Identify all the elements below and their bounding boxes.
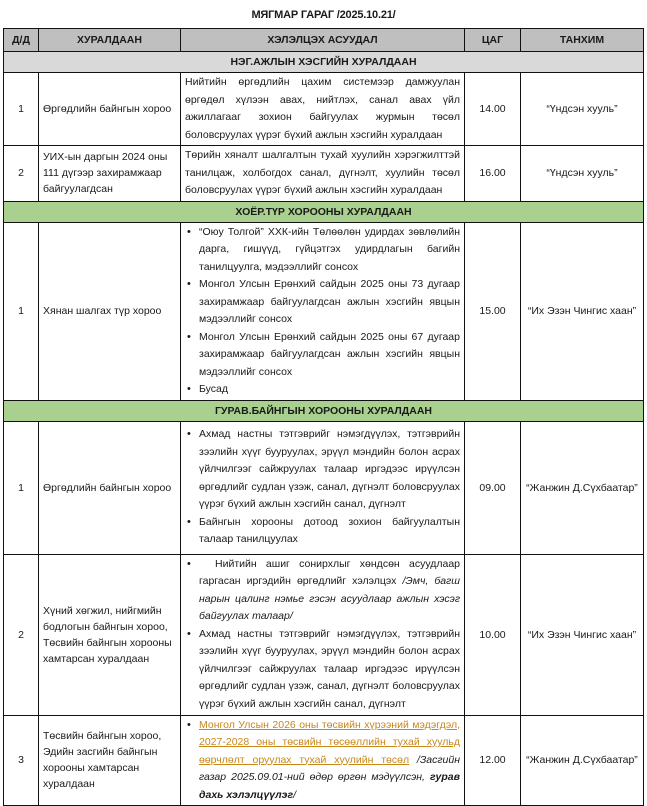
meeting-time: 15.00 (465, 222, 521, 400)
agenda-bullet-note: /Эмч, багш нарын цалинг нэмье гэсэн асуудлаар ажлын хэсэг байгуулах талаар/ (199, 575, 460, 623)
row-number: 2 (4, 146, 39, 202)
bill-note-end: / (293, 788, 296, 801)
agenda-bullet: • Монгол Улсын Ерөнхий сайдын 2025 оны 73 дугаар захирамжаар байгуулагдсан ажлын хэсгийн явцын мэдээллийг сонсох (185, 276, 460, 329)
section-title: НЭГ.АЖЛЫН ХЭСГИЙН ХУРАЛДААН (4, 52, 644, 73)
column-header-topic: ХЭЛЭЛЦЭХ АСУУДАЛ (181, 29, 465, 52)
bill-link[interactable]: Монгол Улсын 2026 оны төсвийн хүрээний мэдэгдэл, 2027-2028 оны төсвийн төсөөллийн тухай хуульд өөрчлөлт оруулах тухай хуулийн төсөл (199, 718, 460, 766)
meeting-name: Төсвийн байнгын хороо, Эдийн засгийн байнгын хорооны хамтарсан хуралдаан (39, 715, 181, 806)
table-row (4, 554, 644, 715)
section-header-row (4, 52, 644, 73)
section-title: ГУРАВ.БАЙНГЫН ХОРООНЫ ХУРАЛДААН (4, 400, 644, 421)
row-number: 3 (4, 715, 39, 806)
column-header-meeting: ХУРАЛДААН (39, 29, 181, 52)
meeting-room: “Жанжин Д.Сүхбаатар” (521, 715, 644, 806)
agenda-bullet: • Ахмад настны тэтгэврийг нэмэгдүүлэх, тэтгэврийн зээлийн хүүг бууруулах, эрүүл мэндийн болон асрах үйлчилгээг сайжруулах талаар иргэдээс ирүүлсэн өргөдлийг судлан үзэж, санал, дүгнэлт боловсруулах үүрэг бүхий ажлын хэсгийн санал, дүгнэлт (185, 626, 460, 714)
agenda-list (185, 224, 460, 399)
agenda-topic: Төрийн хяналт шалгалтын тухай хуулийн хэрэгжилттэй танилцаж, холбогдох санал, дүгнэлт, хуулийн төсөл боловсруулах үүрэг бүхий ажлын хэсгийн хуралдаан (181, 146, 465, 202)
bill-note: /Засгийн газар 2025.09.01-ний өдөр өргөн мэдүүлсэн, (199, 753, 460, 783)
agenda-bullet: • Бусад (185, 381, 460, 399)
meeting-name: Өргөдлийн байнгын хороо (39, 421, 181, 554)
meeting-name: Өргөдлийн байнгын хороо (39, 73, 181, 146)
agenda-list (185, 426, 460, 549)
agenda-bullet (185, 717, 460, 805)
agenda-bullet: • Байнгын хорооны дотоод зохион байгуулалтын талаар танилцуулах (185, 514, 460, 549)
meeting-time: 09.00 (465, 421, 521, 554)
meeting-name: Хянан шалгах түр хороо (39, 222, 181, 400)
section-title: ХОЁР.ТҮР ХОРООНЫ ХУРАЛДААН (4, 201, 644, 222)
column-header-number: Д/Д (4, 29, 39, 52)
meeting-time: 16.00 (465, 146, 521, 202)
table-row (4, 146, 644, 202)
meeting-room: “Жанжин Д.Сүхбаатар” (521, 421, 644, 554)
meeting-room: “Үндсэн хууль” (521, 146, 644, 202)
agenda-list (185, 717, 460, 805)
schedule-table (3, 28, 644, 806)
bill-reading: гурав дахь хэлэлцүүлэг (199, 771, 460, 801)
meeting-time: 10.00 (465, 554, 521, 715)
row-number: 1 (4, 222, 39, 400)
meeting-name: УИХ-ын даргын 2024 оны 111 дүгээр захирамжаар байгуулагдсан (39, 146, 181, 202)
agenda-bullet: • “Оюу Толгой” ХХК-ийн Төлөөлөн удирдах зөвлөлийн дарга, гишүүд, гүйцэтгэх удирдлагын багийн танилцуулга, мэдээллийг сонсох (185, 224, 460, 277)
table-header-row (4, 29, 644, 52)
column-header-time: ЦАГ (465, 29, 521, 52)
table-row (4, 421, 644, 554)
row-number: 1 (4, 73, 39, 146)
agenda-topic (181, 715, 465, 806)
section-header-row (4, 201, 644, 222)
row-number: 2 (4, 554, 39, 715)
page-title: МЯГМАР ГАРАГ /2025.10.21/ (251, 9, 396, 21)
table-row (4, 715, 644, 806)
agenda-bullet: • Ахмад настны тэтгэврийг нэмэгдүүлэх, тэтгэврийн зээлийн хүүг бууруулах, эрүүл мэндийн болон асрах үйлчилгээг сайжруулах талаар иргэдээс ирүүлсэн өргөдлийг судлан үзэж, санал, дүгнэлт боловсруулах үүрэг бүхий ажлын хэсгийн санал, дүгнэлт (185, 426, 460, 514)
agenda-bullet-text: Нийтийн ашиг сонирхлыг хөндсөн асуудлаар гаргасан иргэдийн өргөдлийг хэлэлцэх (199, 557, 460, 588)
meeting-name: Хүний хөгжил, нийгмийн бодлогын байнгын хороо, Төсвийн байнгын хорооны хамтарсан хуралдаан (39, 554, 181, 715)
meeting-room: “Үндсэн хууль” (521, 73, 644, 146)
table-row (4, 73, 644, 146)
agenda-topic (181, 222, 465, 400)
agenda-bullet (185, 556, 460, 626)
section-header-row (4, 400, 644, 421)
meeting-time: 14.00 (465, 73, 521, 146)
meeting-room: “Их Эзэн Чингис хаан” (521, 554, 644, 715)
meeting-time: 12.00 (465, 715, 521, 806)
table-row (4, 222, 644, 400)
agenda-topic (181, 421, 465, 554)
agenda-topic (181, 554, 465, 715)
meeting-room: “Их Эзэн Чингис хаан” (521, 222, 644, 400)
agenda-topic: Нийтийн өргөдлийн цахим системээр дамжуулан өргөдөл хүлээн авах, нийтлэх, санал авах үйл ажиллагааг зохион байгуулах журмын төсөл боловсруулах үүрэг бүхий ажлын хэсгийн хуралдаан (181, 73, 465, 146)
column-header-room: ТАНХИМ (521, 29, 644, 52)
agenda-bullet: • Монгол Улсын Ерөнхий сайдын 2025 оны 67 дугаар захирамжаар байгуулагдсан ажлын хэсгийн явцын мэдээллийг сонсох (185, 329, 460, 382)
row-number: 1 (4, 421, 39, 554)
agenda-list (185, 556, 460, 714)
